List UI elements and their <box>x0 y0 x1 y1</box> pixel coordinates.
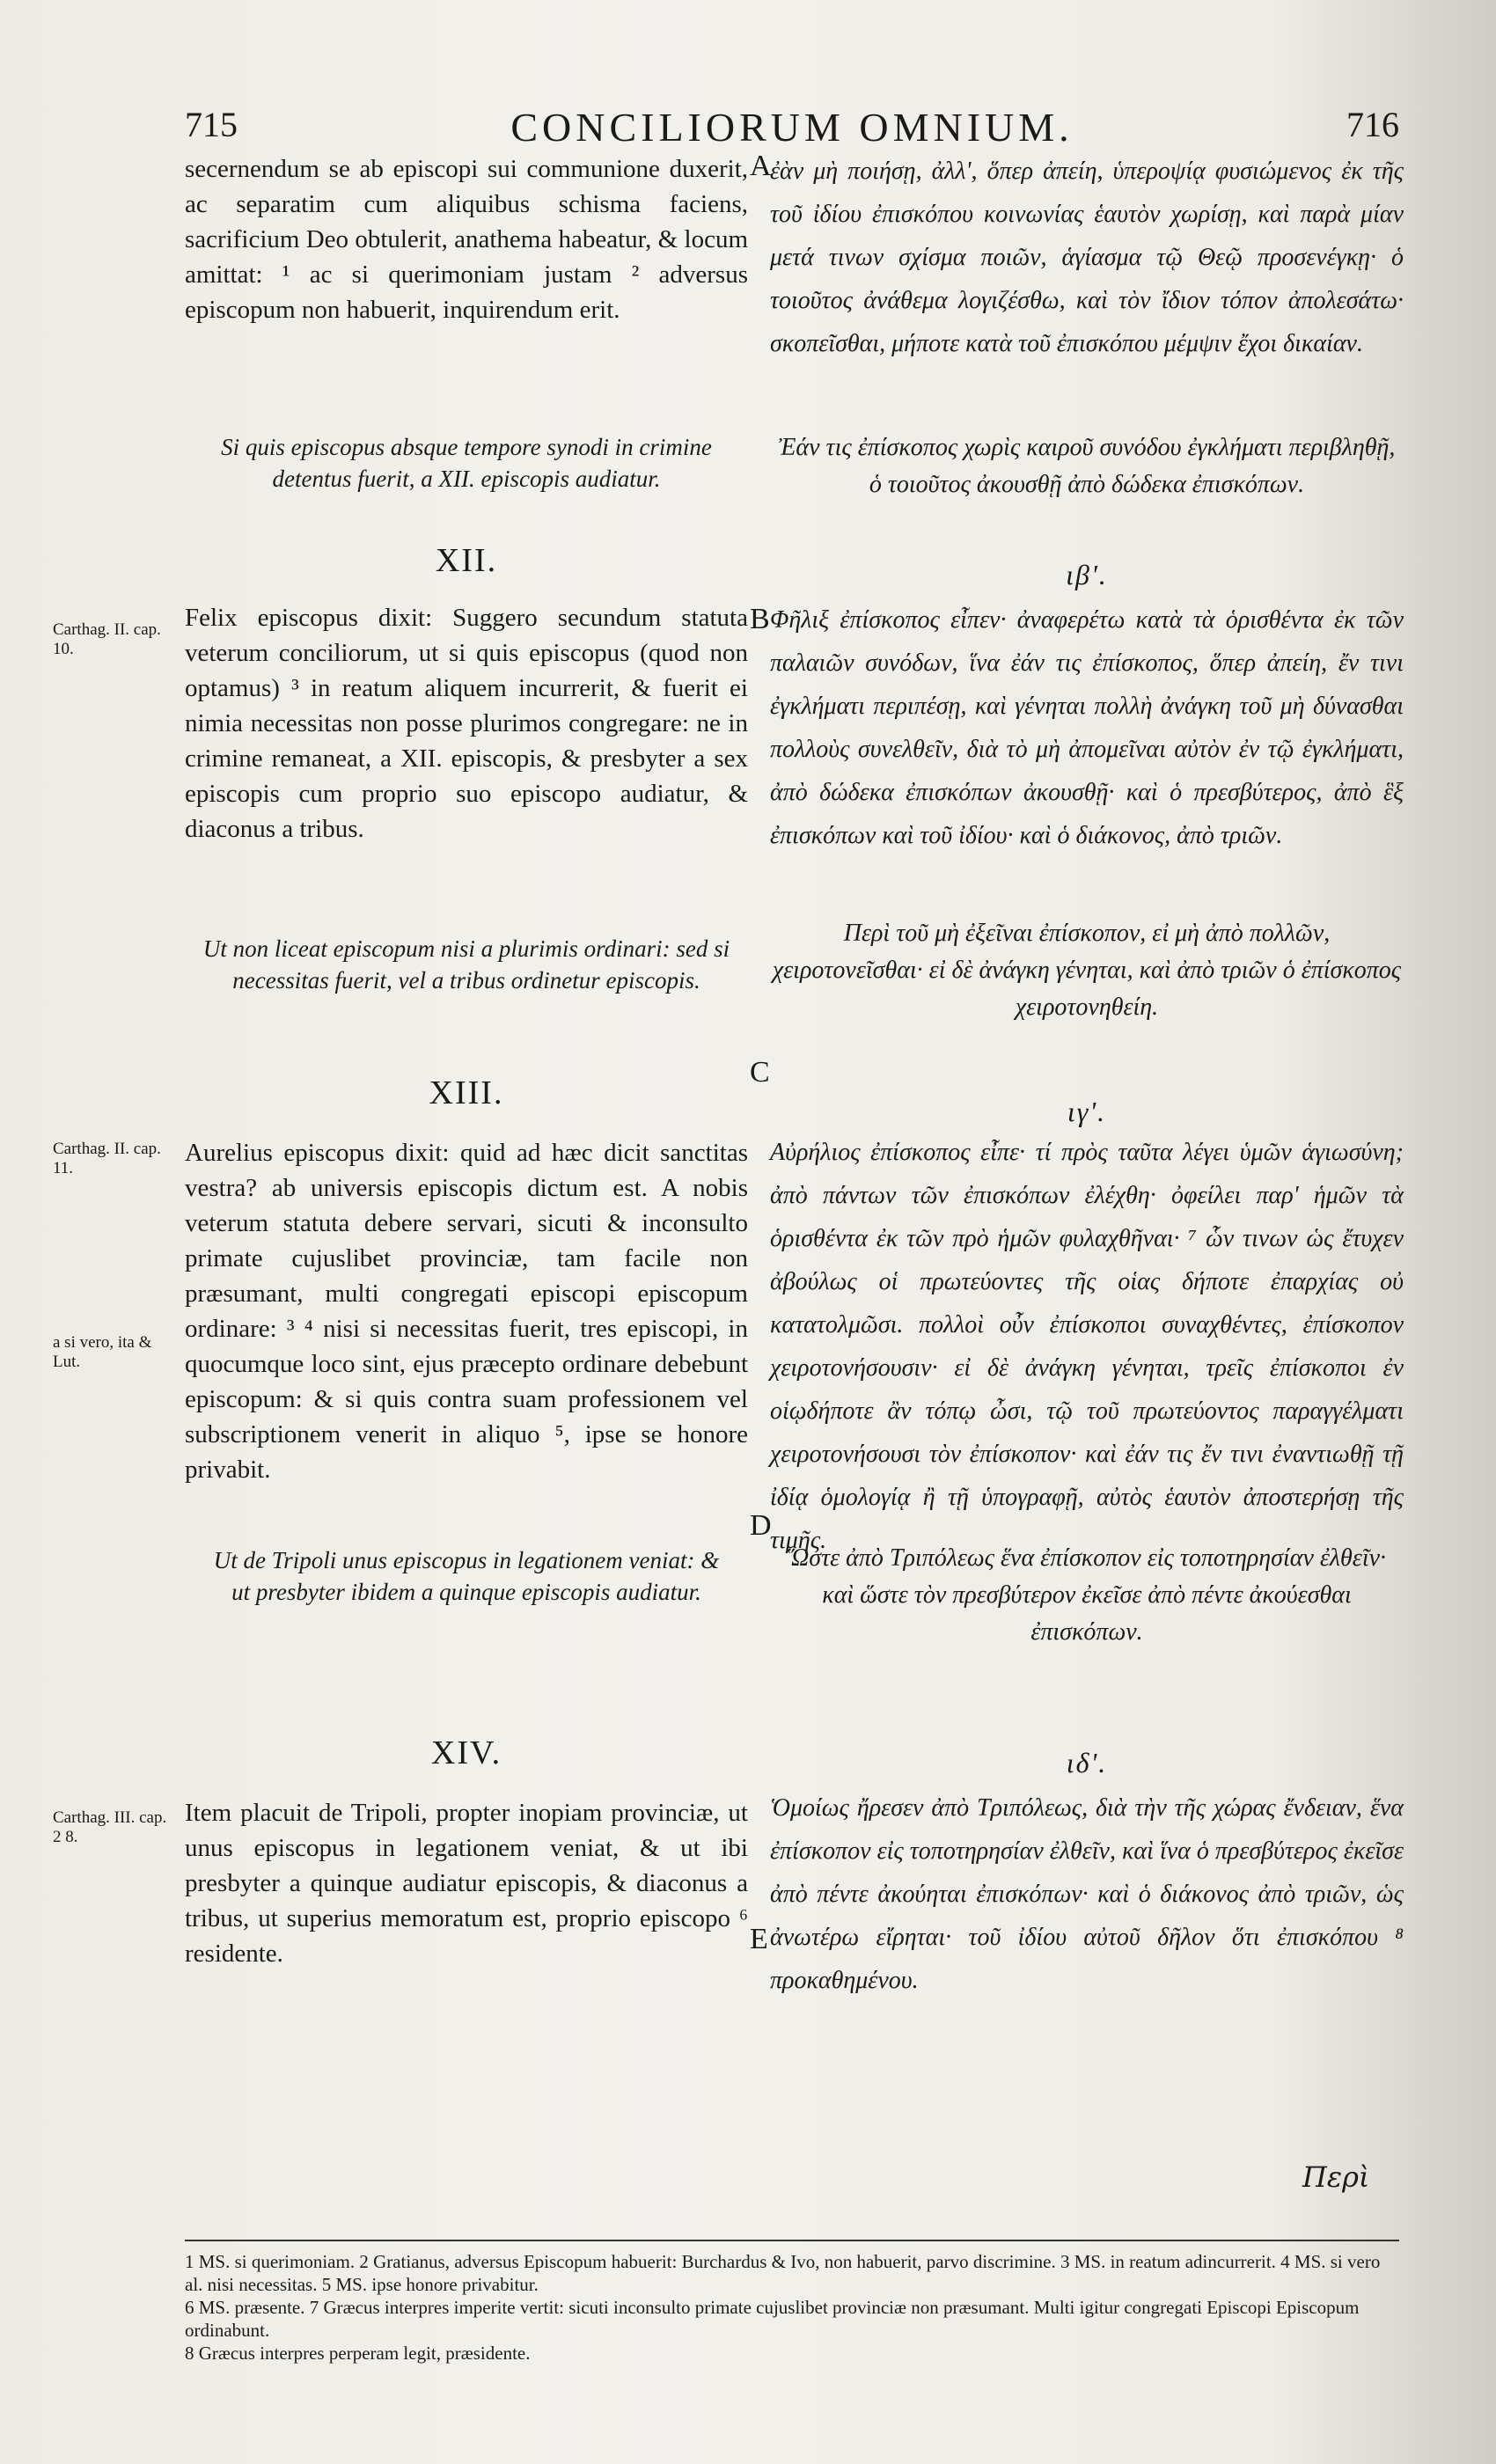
catchword: Περὶ <box>1302 2160 1370 2194</box>
greek-rubric-13: Περὶ τοῦ μὴ ἐξεῖναι ἐπίσκοπον, εἰ μὴ ἀπὸ πολλῶν, χειροτονεῖσθαι· εἰ δὲ ἀνάγκη γένηται, καὶ ἀπὸ τριῶν ὁ ἐπίσκοπος χειροτονηθείη. <box>772 920 1402 1021</box>
greek-rubric-14: Ὥστε ἀπὸ Τριπόλεως ἕνα ἐπίσκοπον εἰς τοποτηρησίαν ἐλθεῖν· καὶ ὥστε τὸν πρεσβύτερον ἐκεῖσε ἀπὸ πέντε ἀκούεσθαι ἐπισκόπων. <box>787 1544 1387 1646</box>
footnote-line: 8 Græcus interpres perperam legit, præsidente. <box>185 2343 531 2364</box>
latin-rubric-14: Ut de Tripoli unus episcopus in legationem veniat: & ut presbyter ibidem a quinque episcopis audiatur. <box>213 1547 720 1605</box>
latin-rubric-12: Si quis episcopus absque tempore synodi in crimine detentus fuerit, a XII. episcopis audiatur. <box>221 434 712 492</box>
greek-canon-14: Ὁμοίως ἤρεσεν ἀπὸ Τριπόλεως, διὰ τὴν τῆς χώρας ἔνδειαν, ἕνα ἐπίσκοπον εἰς τοποτηρησίαν ἐλθεῖν, καὶ ἵνα ὁ πρεσβύτερος ἐκεῖσε ἀπὸ πέντε ἀκούηται ἐπισκόπων· καὶ ὁ διάκονος ἀπὸ τριῶν, ὡς ἀνωτέρω εἴρηται· τοῦ ἰδίου αὐτοῦ δῆλον ὅτι ἐπισκόπου ⁸ προκαθημένου. <box>770 1794 1404 1994</box>
latin-canon-13: Aurelius episcopus dixit: quid ad hæc dicit sanctitas vestra? ab universis episcopis dictum est. A nobis veterum statuta debere servari, sicuti & inconsulto primate cujuslibet provinciæ, tam facile non præsumant, multi congregati episcopi episcopum ordinare: ³ ⁴ nisi si necessitas fuerit, tres episcopi, in quocumque loco sint, ejus præcepto ordinare debebunt episcopum: & si quis contra suam professionem vel subscriptionem venerit in aliquo ⁵, ipse se honore privabit. <box>185 1139 748 1484</box>
greek-rubric-12: Ἐάν τις ἐπίσκοπος χωρὶς καιροῦ συνόδου ἐγκλήματι περιβληθῇ, ὁ τοιοῦτος ἀκουσθῇ ἀπὸ δώδεκα ἐπισκόπων. <box>778 434 1396 498</box>
latin-canon-12: Felix episcopus dixit: Suggero secundum statuta veterum conciliorum, ut si quis episcopus (quod non optamus) ³ in reatum aliquem incurrerit, & fuerit ei nimia necessitas non posse plurimos congregare: ne in crimine remaneat, a XII. episcopis, & presbyter a sex episcopis cum proprio suo episcopo audiatur, & diaconus a tribus. <box>185 604 748 843</box>
margin-note-13b: a si vero, ita & Lut. <box>53 1333 152 1371</box>
greek-canon-13: Αὐρήλιος ἐπίσκοπος εἶπε· τί πρὸς ταῦτα λέγει ὑμῶν ἁγιωσύνη; ἀπὸ πάντων τῶν ἐπισκόπων ἐλέχθη· ὀφείλει παρ' ἡμῶν τὰ ὁρισθέντα ἐκ τῶν πρὸ ἡμῶν φυλαχθῆναι· ⁷ ὧν τινων ὡς ἔτυχεν ἀβούλως οἱ πρωτεύοντες τῆς οἱας δήποτε ἐπαρχίας οὐ κατατολμῶσι. πολλοὶ οὖν ἐπίσκοποι συναχθέντες, ἐπίσκοπον χειροτονήσουσιν· εἰ δὲ ἀνάγκη γένηται, τρεῖς ἐπίσκοποι ἐν οἱῳδήποτε ἂν τόπῳ ὦσι, τῷ τοῦ πρωτεύοντος παραγγέλματι χειροτονήσουσι τὸν ἐπίσκοπον· καὶ ἐάν τις ἔν τινι ἐναντιωθῇ τῇ ἰδίᾳ ὁμολογίᾳ ἢ τῇ ὑπογραφῇ, αὐτὸς ἑαυτὸν ἀποστερήσῃ τῆς τιμῆς. <box>770 1139 1404 1554</box>
footnotes <box>185 2240 1399 2365</box>
latin-canon-number-14: XIV. <box>430 1734 502 1771</box>
greek-canon-12: Φῆλιξ ἐπίσκοπος εἶπεν· ἀναφερέτω κατὰ τὰ ὁρισθέντα ἐκ τῶν παλαιῶν συνόδων, ἵνα ἐάν τις ἐπίσκοπος, ὅπερ ἀπείη, ἔν τινι ἐγκλήματι περιπέσῃ, καὶ γένηται πολλὴ ἀνάγκη τοῦ μὴ δύνασθαι πολλοὺς συνελθεῖν, διὰ τὸ μὴ ἀπομεῖναι αὐτὸν ἐν τῷ ἐγκλήματι, ἀπὸ δώδεκα ἐπισκόπων ἀκουσθῇ· καὶ ὁ πρεσβύτερος, ἀπὸ ἓξ ἐπισκόπων καὶ τοῦ ἰδίου· καὶ ὁ διάκονος, ἀπὸ τριῶν. <box>770 606 1404 849</box>
margin-note-14: Carthag. III. cap. 2 8. <box>53 1808 167 1846</box>
greek-intro: ἐὰν μὴ ποιήσῃ, ἀλλ', ὅπερ ἀπείη, ὑπεροψίᾳ φυσιώμενος ἐκ τῆς τοῦ ἰδίου ἐπισκόπου κοινωνίας ἑαυτὸν χωρίσῃ, καὶ παρὰ μίαν μετά τινων σχίσμα ποιῶν, ἁγίασμα τῷ Θεῷ προσενέγκῃ· ὁ τοιοῦτος ἀνάθεμα λογιζέσθω, καὶ τὸν ἴδιον τόπον ἀπολεσάτω· σκοπεῖσθαι, μήποτε κατὰ τοῦ ἐπισκόπου μέμψιν ἔχοι δικαίαν. <box>770 158 1404 357</box>
greek-canon-number-14: ιδ'. <box>1066 1747 1108 1778</box>
section-letter-a: A <box>750 150 772 182</box>
latin-canon-14: Item placuit de Tripoli, propter inopiam provinciæ, ut unus episcopus in legationem veniat, & ut ibi presbyter a quinque audiatur episcopis, & diaconus a tribus, ut superius memoratum est, proprio episcopo ⁶ residente. <box>185 1799 748 1968</box>
greek-canon-number-13: ιγ'. <box>1067 1096 1107 1127</box>
right-page-number: 716 <box>1346 105 1399 144</box>
section-letter-e: E <box>750 1923 768 1955</box>
latin-intro: secernendum se ab episcopi sui communione duxerit, ac separatim cum aliquibus schisma faciens, sacrificium Deo obtulerit, anathema habeatur, & locum amittat: ¹ ac si querimoniam justam ² adversus episcopum non habuerit, inquirendum erit. <box>185 155 748 324</box>
latin-canon-number-13: XIII. <box>429 1074 504 1111</box>
latin-column <box>185 0 748 2200</box>
margin-note-13: Carthag. II. cap. 11. <box>53 1140 161 1177</box>
section-letter-d: D <box>750 1509 772 1542</box>
margin-note-12: Carthag. II. cap. 10. <box>53 620 161 658</box>
latin-canon-number-12: XII. <box>435 542 498 579</box>
greek-column <box>770 0 1404 2200</box>
left-page-number: 715 <box>185 105 238 144</box>
footnote-line: 6 MS. præsente. 7 Græcus interpres imperite vertit: sicuti inconsulto primate cujuslibet provinciæ non præsumant. Multi igitur congregati Episcopi Episcopum ordinabunt. <box>185 2297 1360 2341</box>
section-letter-b: B <box>750 603 770 635</box>
latin-rubric-13: Ut non liceat episcopum nisi a plurimis ordinari: sed si necessitas fuerit, vel a tribus ordinetur episcopis. <box>202 935 730 994</box>
greek-canon-number-12: ιβ'. <box>1066 559 1108 590</box>
section-letter-c: C <box>750 1056 770 1089</box>
running-title: CONCILIORUM OMNIUM. <box>510 105 1074 150</box>
footnote-line: 1 MS. si querimoniam. 2 Gratianus, adversus Episcopum habuerit: Burchardus & Ivo, non habuerit, parvo discrimine. 3 MS. in reatum adincurrerit. 4 MS. si vero al. nisi necessitas. 5 MS. ipse honore privabitur. <box>185 2251 1381 2295</box>
